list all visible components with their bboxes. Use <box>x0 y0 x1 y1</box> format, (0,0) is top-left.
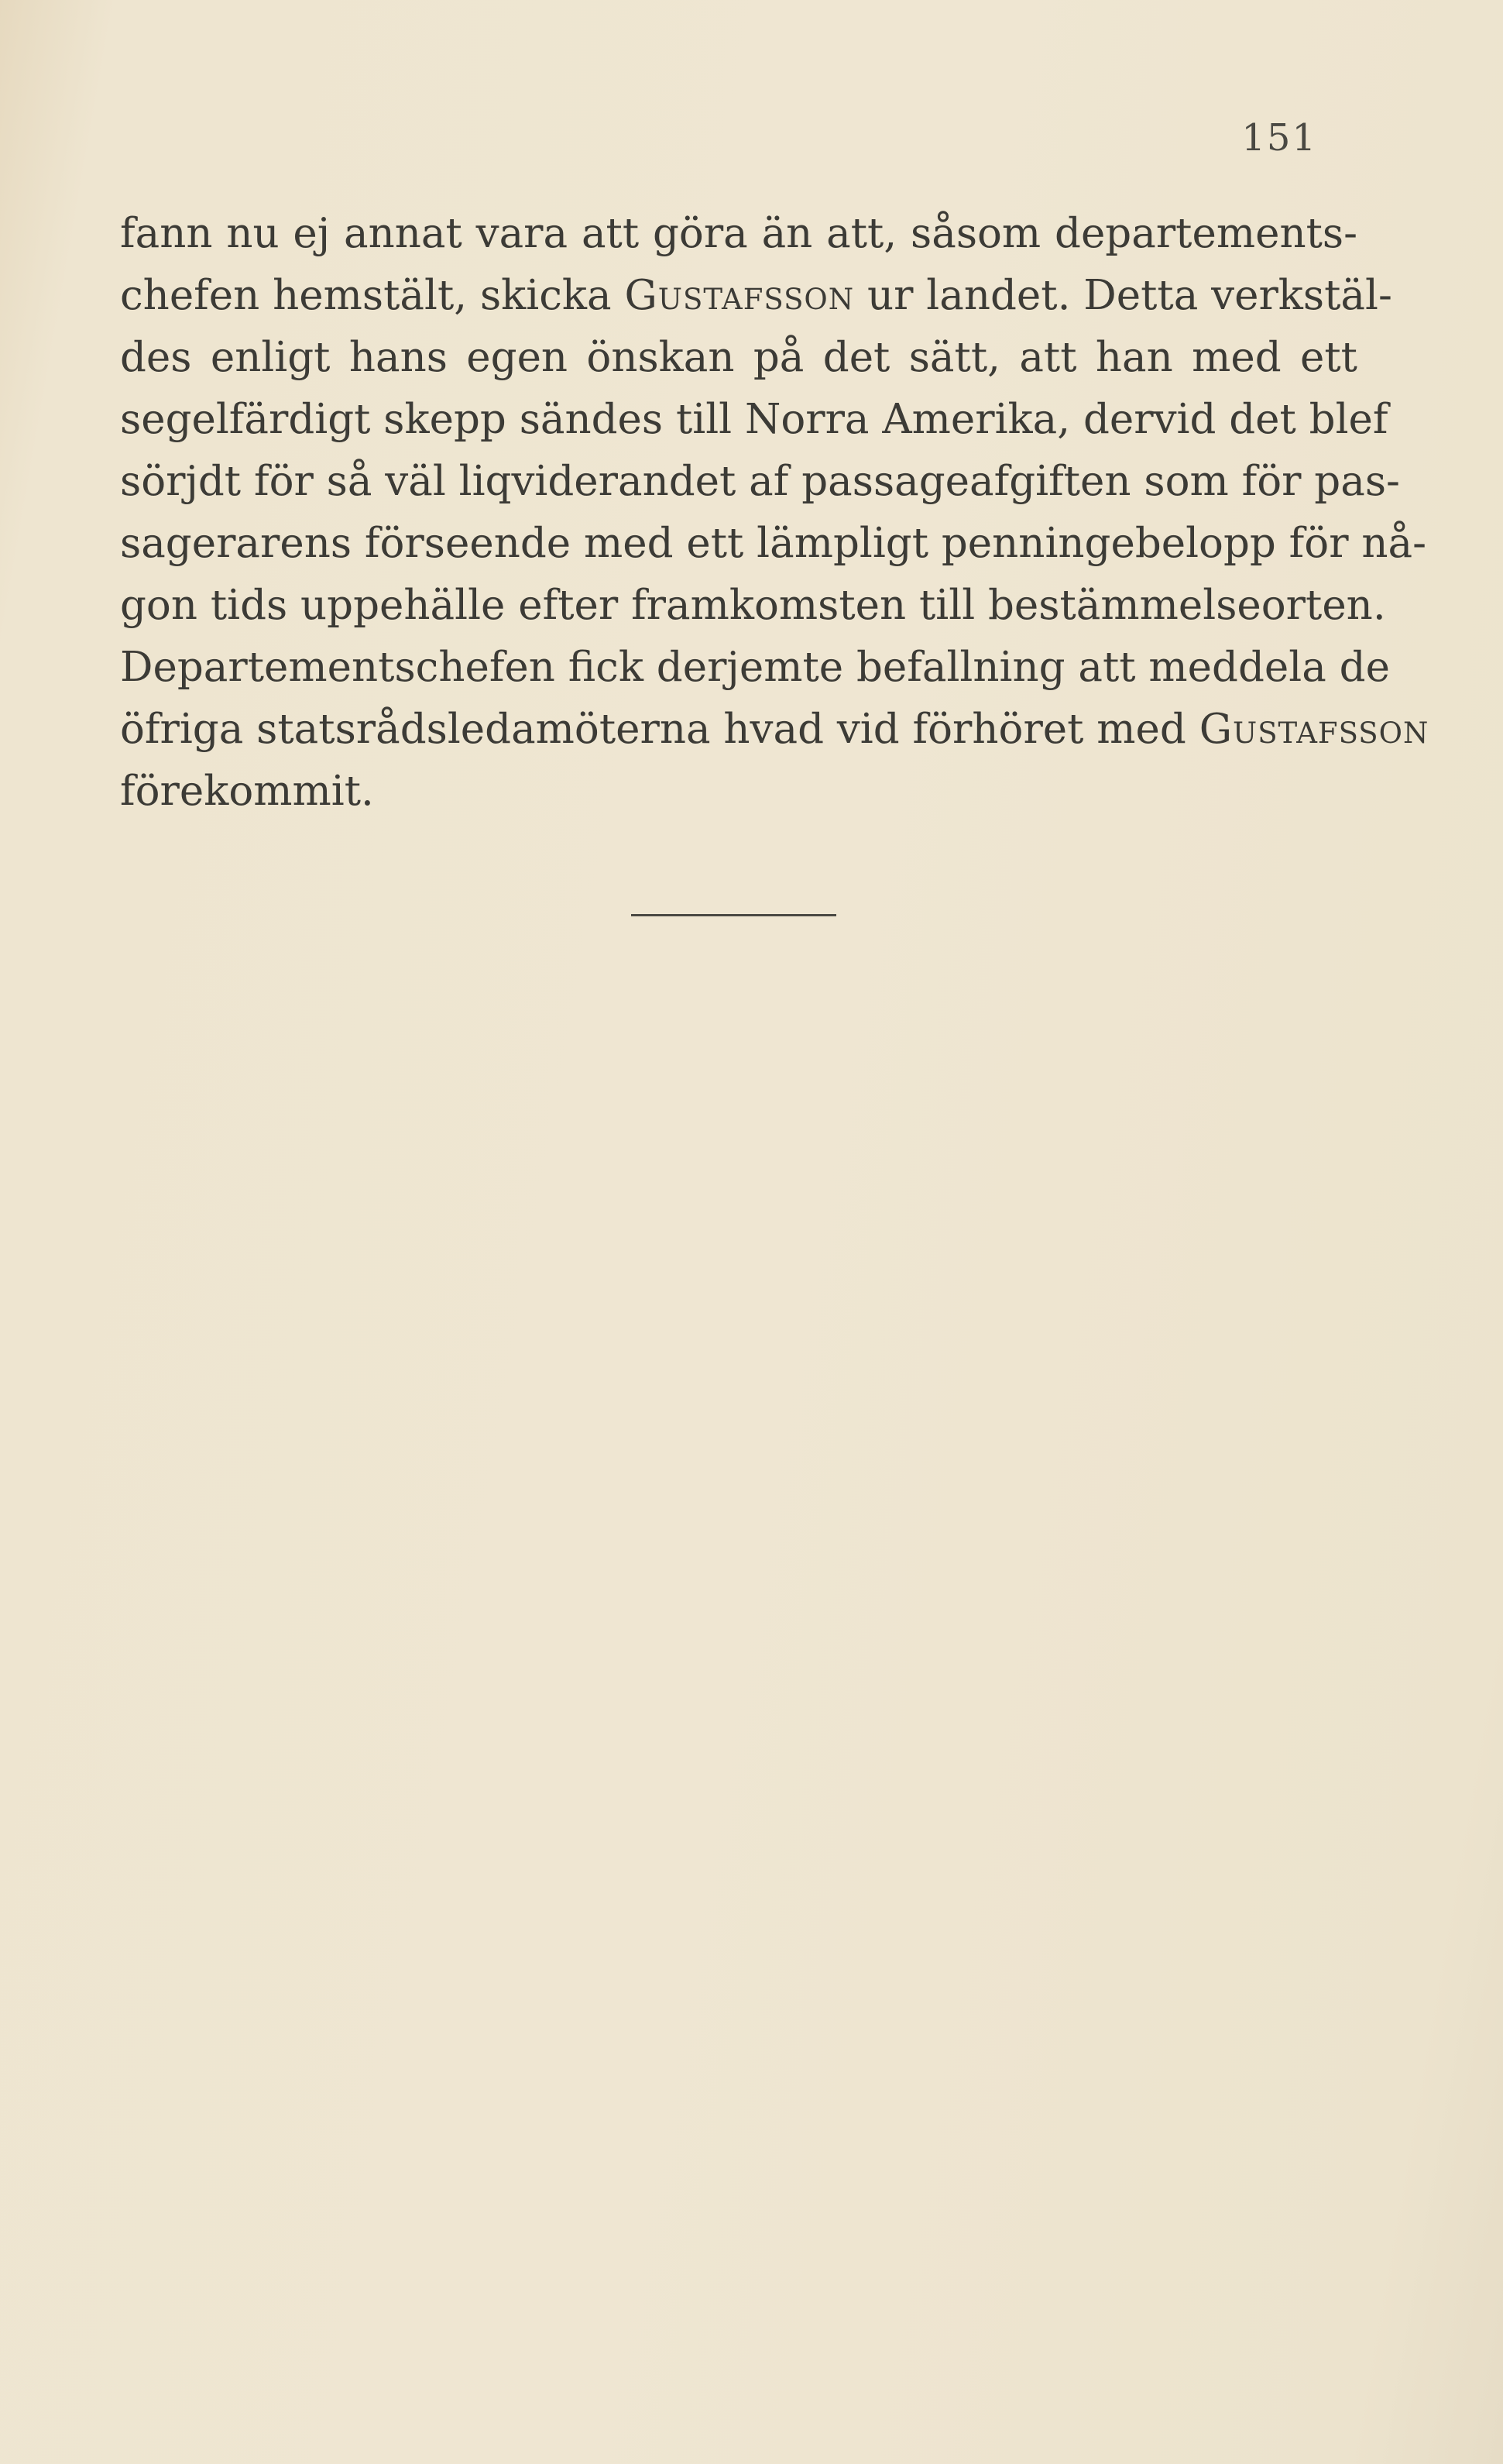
text-line-4: segelfärdigt skepp sändes till Norra Amerika, dervid det blef <box>120 396 1388 443</box>
body-paragraph <box>120 203 1429 823</box>
text-line-3: des enligt hans egen önskan på det sätt, att han med ett <box>120 334 1357 381</box>
text-line-6: sagerarens förseende med ett lämpligt penningebelopp för nå- <box>120 520 1427 567</box>
text-line-5: sörjdt för så väl liqviderandet af passageafgiften som för pas- <box>120 458 1400 505</box>
name-small-caps: Gustafsson <box>1199 706 1429 753</box>
section-divider-rule <box>631 914 836 916</box>
page-number: 151 <box>1241 116 1317 160</box>
text-line-2: chefen hemstält, skicka Gustafsson ur landet. Detta verkstäl- <box>120 272 1392 319</box>
name-small-caps: Gustafsson <box>624 272 855 319</box>
text-line-1: fann nu ej annat vara att göra än att, såsom departements- <box>120 210 1357 257</box>
text-line-10: förekommit. <box>120 768 374 815</box>
text-line-7: gon tids uppehälle efter framkomsten till bestämmelseorten. <box>120 582 1386 629</box>
text-line-9: öfriga statsrådsledamöterna hvad vid förhöret med Gustafsson <box>120 706 1429 753</box>
text-line-8: Departementschefen fick derjemte befallning att meddela de <box>120 644 1390 691</box>
